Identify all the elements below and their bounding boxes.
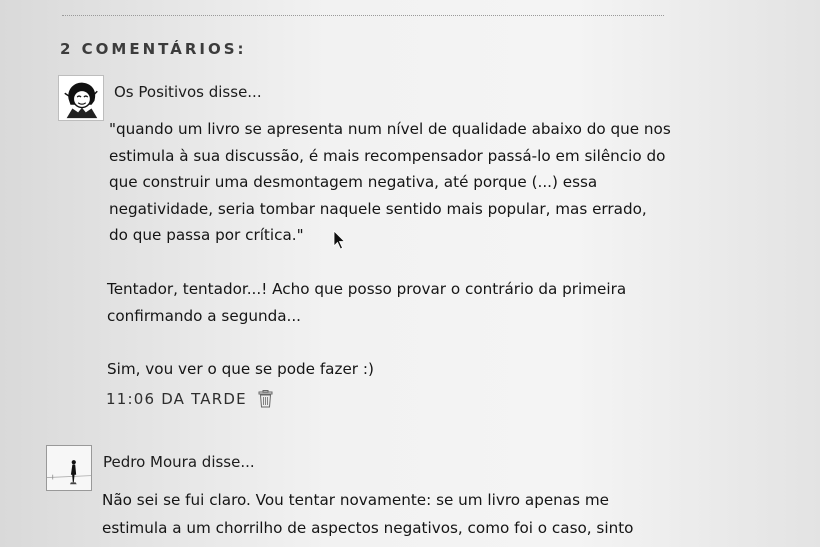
comment-line: estimula à sua discussão, é mais recompensador passá-lo em silêncio do bbox=[109, 146, 666, 165]
avatar[interactable] bbox=[46, 445, 92, 491]
comment-author[interactable]: Os Positivos disse... bbox=[114, 83, 262, 101]
trash-icon[interactable] bbox=[258, 390, 273, 408]
comment-line: Sim, vou ver o que se pode fazer :) bbox=[107, 359, 374, 378]
figure-photo-icon bbox=[47, 446, 91, 490]
top-divider bbox=[62, 15, 664, 16]
comment-body bbox=[102, 487, 633, 541]
comment-author[interactable]: Pedro Moura disse... bbox=[103, 453, 255, 471]
comment-timestamp[interactable]: 11:06 DA TARDE bbox=[106, 390, 247, 408]
comment-line bbox=[109, 329, 671, 356]
comment-line: que construir uma desmontagem negativa, até porque (...) essa bbox=[109, 173, 598, 191]
avatar[interactable] bbox=[58, 75, 104, 121]
comment-line: do que passa por crítica." bbox=[109, 226, 304, 244]
comment-line: Não sei se fui claro. Vou tentar novamente: se um livro apenas me bbox=[102, 491, 609, 509]
comment-line: "quando um livro se apresenta num nível de qualidade abaixo do que nos bbox=[109, 120, 671, 138]
comments-heading: 2 COMENTÁRIOS: bbox=[60, 40, 247, 58]
comment-body bbox=[109, 116, 671, 382]
comment-line: confirmando a segunda... bbox=[107, 306, 302, 325]
comment-line bbox=[109, 249, 671, 276]
mouse-cursor-icon bbox=[333, 230, 347, 250]
comment-line: estimula a um chorrilho de aspectos negativos, como foi o caso, sinto bbox=[102, 518, 634, 537]
cartoon-face-icon bbox=[59, 76, 103, 120]
comment-line: Tentador, tentador...! Acho que posso provar o contrário da primeira bbox=[107, 280, 627, 298]
comment-line: negatividade, seria tombar naquele sentido mais popular, mas errado, bbox=[109, 199, 647, 218]
